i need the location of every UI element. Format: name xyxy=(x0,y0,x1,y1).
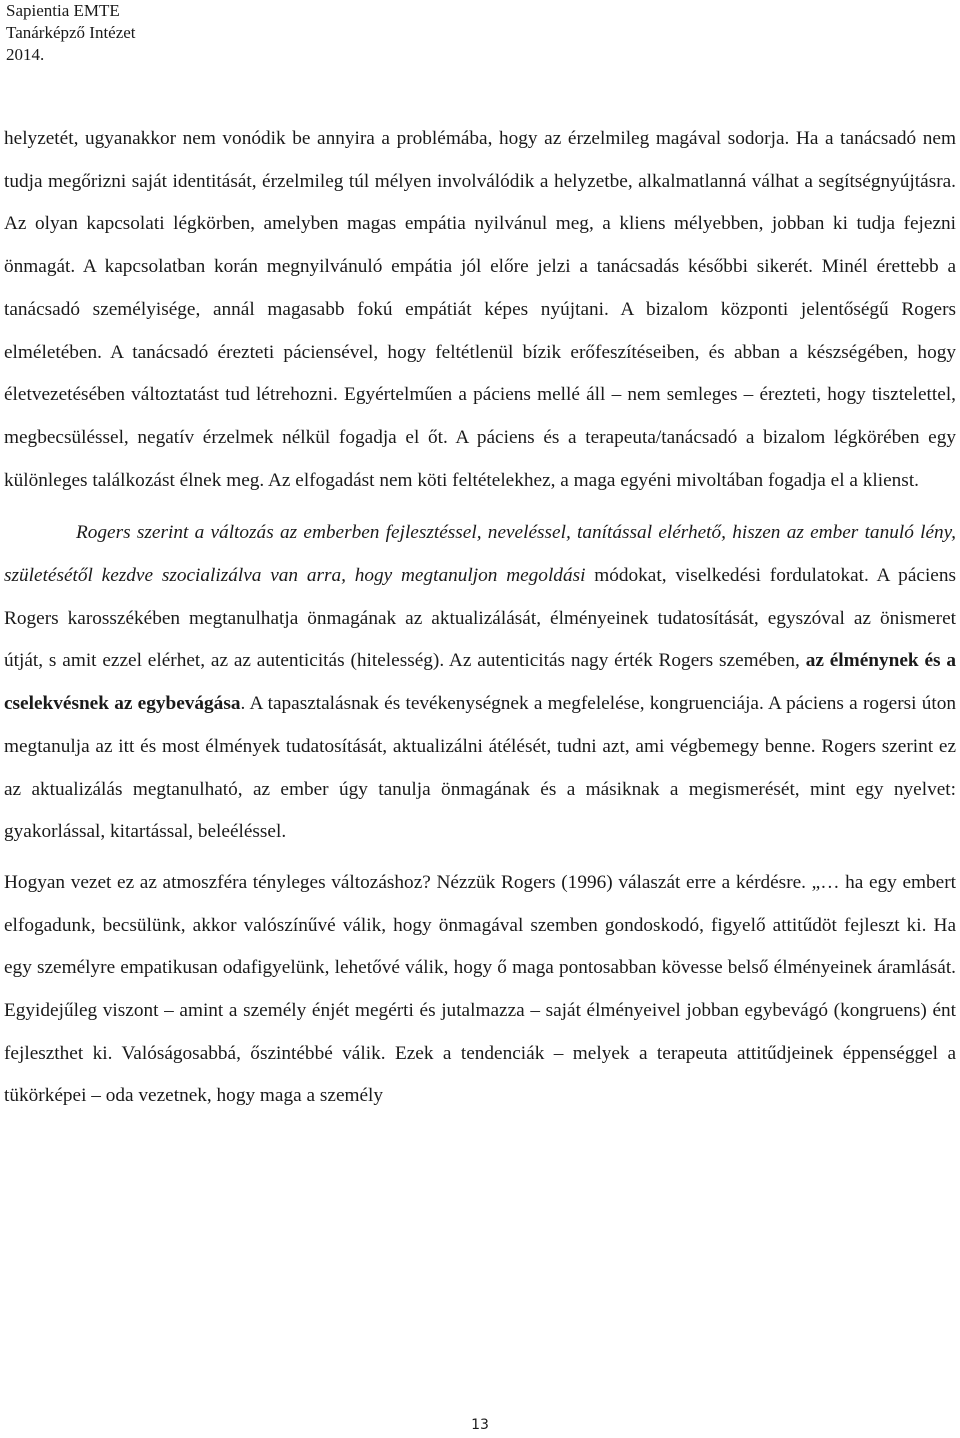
running-header xyxy=(6,0,136,66)
paragraph-empathy-trust: helyzetét, ugyanakkor nem vonódik be annyira a problémába, hogy az érzelmileg magával sodorja. Ha a tanácsadó nem tudja megőrizni saját identitását, érzelmileg túl mélyen involválódik a helyzetbe, alkalmatlanná válhat a segítségnyújtásra. Az olyan kapcsolati légkörben, amelyben magas empátia nyilvánul meg, a kliens mélyebben, jobban ki tudja fejezni önmagát. A kapcsolatban korán megnyilvánuló empátia jól előre jelzi a tanácsadás későbbi sikerét. Minél érettebb a tanácsadó személyisége, annál magasabb fokú empátiát képes nyújtani. A bizalom központi jelentőségű Rogers elméletében. A tanácsadó érezteti páciensével, hogy feltétlenül bízik erőfeszítéseiben, és abban a készségében, hogy életvezetésében változtatást tud létrehozni. Egyértelműen a páciens mellé áll – nem semleges – érezteti, hogy tisztelettel, megbecsüléssel, negatív érzelmek nélkül fogadja el őt. A páciens és a terapeuta/tanácsadó a bizalom légkörében egy különleges találkozást élnek meg. Az elfogadást nem köti feltételekhez, a maga egyéni mivoltában fogadja el a klienst. xyxy=(4,128,956,491)
paragraph-rogers-change xyxy=(4,512,956,854)
bold-emphasis-text: az élménynek és a cselekvésnek az egybevágása xyxy=(4,650,956,715)
header-institution: Sapientia EMTE xyxy=(6,1,120,20)
page-number: 13 xyxy=(471,1417,489,1433)
body-text-end: . A tapasztalásnak és tevékenységnek a megfelelése, kongruenciája. A páciens a rogersi úton megtanulja az itt és most élmények tudatosítását, aktualizálni átélését, tudni azt, ami végbemegy benne. Rogers szerint ez az aktualizálás megtanulható, az ember úgy tanulja önmagának és a másiknak a megismerését, mint egy nyelvet: gyakorlással, kitartással, beleéléssel. xyxy=(4,693,957,843)
header-department: Tanárképző Intézet xyxy=(6,23,136,42)
paragraph-atmosphere-quote: Hogyan vezet ez az atmoszféra tényleges változáshoz? Nézzük Rogers (1996) válaszát erre a kérdésre. „… ha egy embert elfogadunk, becsülünk, akkor valószínűvé válik, hogy önmagával szemben gondoskodó, figyelő attitűdöt fejleszt ki. Ha egy személyre empatikusan odafigyelünk, lehetővé válik, hogy ő maga pontosabban kövesse belső élményeinek áramlását. Egyidejűleg viszont – amint a személy énjét megérti és jutalmazza – saját élményeivel jobban egybevágó (kongruens) ént fejleszthet ki. Valóságosabbá, őszintébbé válik. Ezek a tendenciák – melyek a terapeuta attitűdjeinek éppenséggel a tükörképei – oda vezetnek, hogy maga a személy xyxy=(4,871,956,1107)
page-body xyxy=(4,118,956,1118)
header-year: 2014. xyxy=(6,45,45,64)
italic-intro-text: Rogers szerint a változás az emberben fejlesztéssel, neveléssel, tanítással elérhető, hiszen az ember tanuló lény, születésétől kezdve szocializálva van arra, hogy megtanuljon megoldási xyxy=(4,522,956,587)
body-text: módokat, viselkedési fordulatokat. A páciens Rogers karosszékében megtanulhatja önmagának az aktualizálását, élményeinek tudatosítását, egyszóval az önismeret útját, s amit ezzel elérhet, az az autenticitás (hitelesség). Az autenticitás nagy érték Rogers szemében, xyxy=(4,565,956,672)
